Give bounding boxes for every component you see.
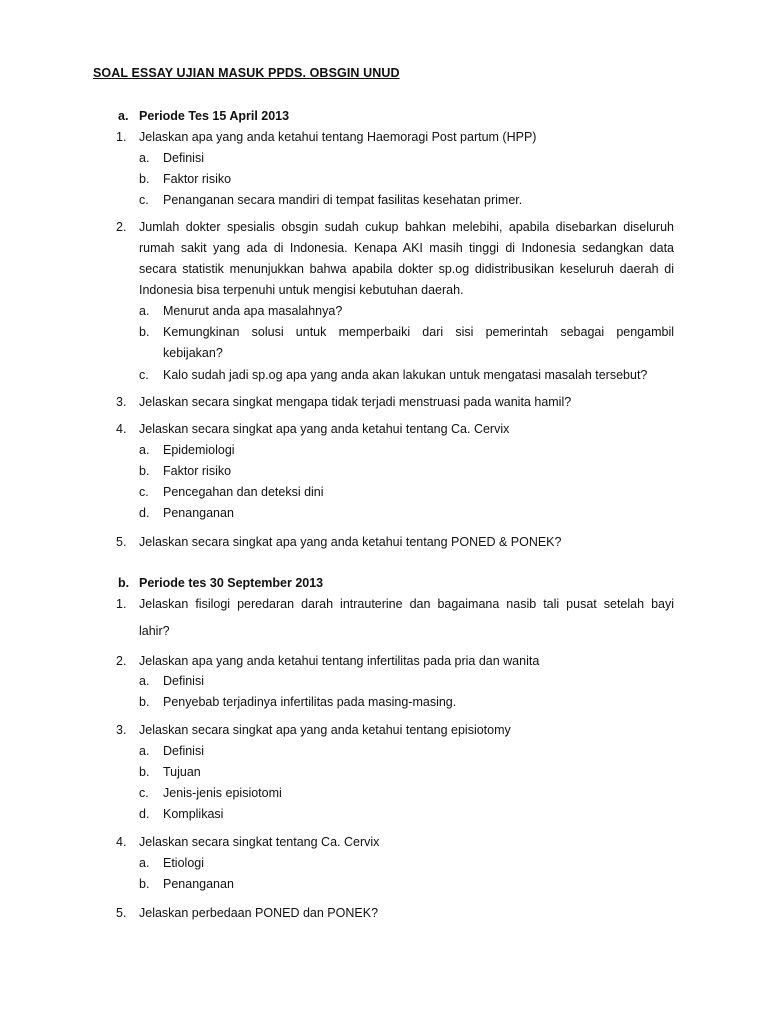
- a-q2-sub-a-label: a.: [139, 304, 150, 318]
- a-q5-number: 5.: [116, 535, 127, 549]
- a-q2-line-1: Jumlah dokter spesialis obsgin sudah cukup bahkan melebihi, apabila disebarkan diseluruh: [139, 220, 674, 234]
- a-q2-sub-b-line-2: kebijakan?: [163, 346, 223, 360]
- b-q3-sub-a-text: Definisi: [163, 744, 204, 758]
- a-q4-sub-b-text: Faktor risiko: [163, 464, 232, 478]
- b-q4-sub-b-text: Penanganan: [163, 877, 234, 891]
- b-q1-line-2: lahir?: [139, 624, 170, 638]
- b-q2-sub-b-text: Penyebab terjadinya infertilitas pada masing-masing.: [163, 695, 457, 709]
- a-q1-sub-b-text: Faktor risiko: [163, 172, 232, 186]
- section-b-heading: Periode tes 30 September 2013: [139, 576, 324, 590]
- a-q1-number: 1.: [116, 130, 127, 144]
- b-q3-sub-b-label: b.: [139, 765, 150, 779]
- b-q4-sub-a-text: Etiologi: [163, 856, 204, 870]
- b-q2-number: 2.: [116, 654, 127, 668]
- document-title: SOAL ESSAY UJIAN MASUK PPDS. OBSGIN UNUD: [93, 66, 400, 80]
- b-q4-number: 4.: [116, 835, 127, 849]
- a-q3-text: Jelaskan secara singkat mengapa tidak terjadi menstruasi pada wanita hamil?: [139, 395, 572, 409]
- a-q1-sub-c-label: c.: [139, 193, 149, 207]
- a-q3-number: 3.: [116, 395, 127, 409]
- b-q4-text: Jelaskan secara singkat tentang Ca. Cervix: [139, 835, 380, 849]
- b-q2-sub-a-text: Definisi: [163, 674, 204, 688]
- b-q5-number: 5.: [116, 906, 127, 920]
- b-q3-sub-d-label: d.: [139, 807, 150, 821]
- a-q4-sub-c-label: c.: [139, 485, 149, 499]
- a-q4-text: Jelaskan secara singkat apa yang anda ketahui tentang Ca. Cervix: [139, 422, 510, 436]
- b-q3-sub-d-text: Komplikasi: [163, 807, 224, 821]
- a-q4-sub-a-label: a.: [139, 443, 150, 457]
- a-q2-sub-b-label: b.: [139, 325, 150, 339]
- b-q1-line-1: Jelaskan fisilogi peredaran darah intrauterine dan bagaimana nasib tali pusat setelah bayi: [139, 597, 674, 611]
- b-q3-sub-b-text: Tujuan: [163, 765, 201, 779]
- a-q2-line-4: Indonesia bisa terpenuhi untuk mengisi kebutuhan daerah.: [139, 283, 464, 297]
- a-q1-text: Jelaskan apa yang anda ketahui tentang Haemoragi Post partum (HPP): [139, 130, 537, 144]
- a-q1-sub-a-label: a.: [139, 151, 150, 165]
- a-q2-number: 2.: [116, 220, 127, 234]
- a-q1-sub-a-text: Definisi: [163, 151, 204, 165]
- a-q1-sub-b-label: b.: [139, 172, 150, 186]
- b-q5-text: Jelaskan perbedaan PONED dan PONEK?: [139, 906, 379, 920]
- b-q2-sub-a-label: a.: [139, 674, 150, 688]
- a-q2-sub-c-label: c.: [139, 368, 149, 382]
- b-q4-sub-a-label: a.: [139, 856, 150, 870]
- a-q2-sub-a-text: Menurut anda apa masalahnya?: [163, 304, 343, 318]
- a-q2-line-3: secara statistik menunjukkan bahwa apabila dokter sp.og didistribusikan keseluruh daerah di: [139, 262, 674, 276]
- b-q1-number: 1.: [116, 597, 127, 611]
- a-q4-sub-d-label: d.: [139, 506, 150, 520]
- section-b-label: b.: [118, 576, 130, 590]
- b-q2-sub-b-label: b.: [139, 695, 150, 709]
- section-a-label: a.: [118, 109, 129, 123]
- a-q2-sub-c-text: Kalo sudah jadi sp.og apa yang anda akan lakukan untuk mengatasi masalah tersebut?: [163, 368, 648, 382]
- a-q4-number: 4.: [116, 422, 127, 436]
- a-q1-sub-c-text: Penanganan secara mandiri di tempat fasilitas kesehatan primer.: [163, 193, 523, 207]
- a-q2-line-2: rumah sakit yang ada di Indonesia. Kenapa AKI masih tinggi di Indonesia sedangkan data: [139, 241, 674, 255]
- section-a-heading: Periode Tes 15 April 2013: [139, 109, 290, 123]
- a-q2-sub-b-line-1: Kemungkinan solusi untuk memperbaiki dari sisi pemerintah sebagai pengambil: [163, 325, 674, 339]
- b-q3-text: Jelaskan secara singkat apa yang anda ketahui tentang episiotomy: [139, 723, 511, 737]
- b-q2-text: Jelaskan apa yang anda ketahui tentang infertilitas pada pria dan wanita: [139, 654, 540, 668]
- a-q4-sub-b-label: b.: [139, 464, 150, 478]
- b-q3-number: 3.: [116, 723, 127, 737]
- b-q4-sub-b-label: b.: [139, 877, 150, 891]
- a-q5-text: Jelaskan secara singkat apa yang anda ketahui tentang PONED & PONEK?: [139, 535, 562, 549]
- b-q3-sub-c-text: Jenis-jenis episiotomi: [163, 786, 282, 800]
- a-q4-sub-a-text: Epidemiologi: [163, 443, 235, 457]
- a-q4-sub-d-text: Penanganan: [163, 506, 234, 520]
- a-q4-sub-c-text: Pencegahan dan deteksi dini: [163, 485, 324, 499]
- b-q3-sub-a-label: a.: [139, 744, 150, 758]
- b-q3-sub-c-label: c.: [139, 786, 149, 800]
